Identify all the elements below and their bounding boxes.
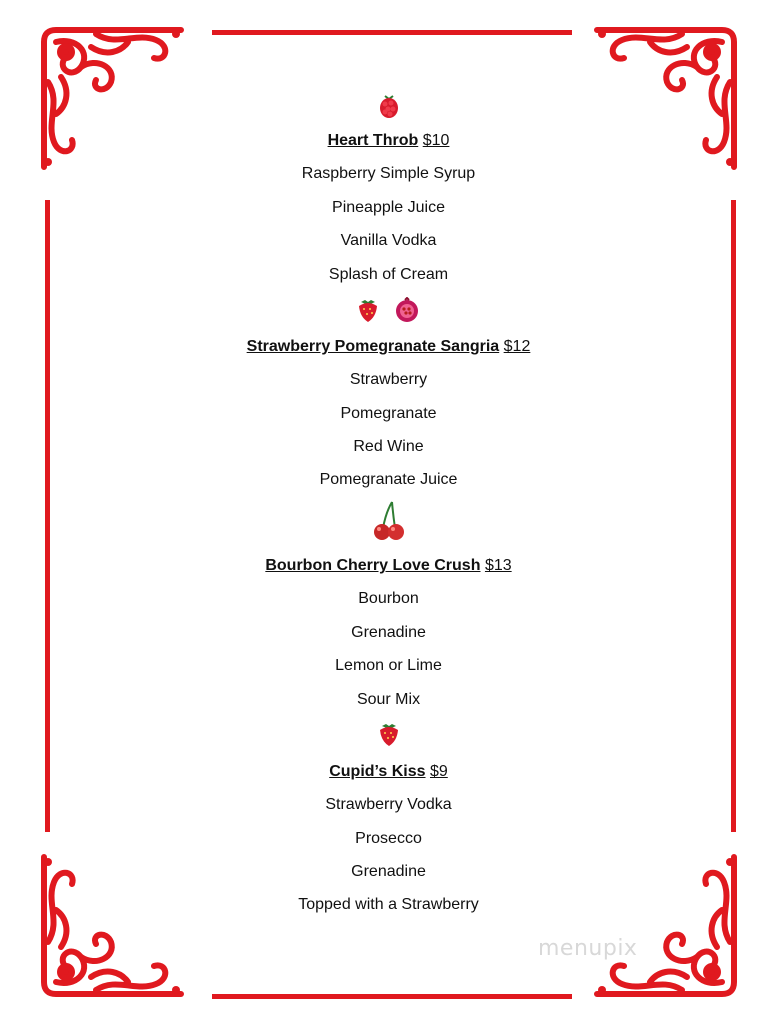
ingredient: Prosecco <box>355 830 422 847</box>
ingredient: Pomegranate <box>340 405 437 422</box>
drink-title <box>0 131 771 151</box>
item-icon-row <box>0 297 771 323</box>
strawberry-icon <box>356 297 380 323</box>
cherries-icon <box>372 500 406 542</box>
ingredient: Strawberry <box>349 371 428 388</box>
frame-top-border <box>212 30 572 35</box>
ingredient: Sour Mix <box>356 691 421 708</box>
ingredient: Strawberry Vodka <box>325 796 452 813</box>
drink-title <box>0 762 771 782</box>
drink-price: $9 <box>429 763 448 780</box>
frame-bottom-border <box>212 994 572 999</box>
ingredient: Pomegranate Juice <box>319 471 458 488</box>
drink-name: Cupid’s Kiss <box>329 763 426 780</box>
ingredient: Splash of Cream <box>328 266 449 283</box>
ingredient: Raspberry Simple Syrup <box>301 165 476 182</box>
drink-title <box>0 556 771 576</box>
ingredient: Pineapple Juice <box>332 199 445 216</box>
drink-name: Strawberry Pomegranate Sangria <box>246 338 500 355</box>
drink-price: $10 <box>422 132 450 149</box>
drink-name: Heart Throb <box>327 132 419 149</box>
strawberry-icon <box>377 721 401 747</box>
ingredient: Topped with a Strawberry <box>298 896 479 913</box>
drink-price: $13 <box>484 557 512 574</box>
ingredient: Lemon or Lime <box>335 657 442 674</box>
ingredient: Vanilla Vodka <box>340 232 437 249</box>
ingredient: Bourbon <box>358 590 419 607</box>
drink-name: Bourbon Cherry Love Crush <box>265 557 481 574</box>
item-icon-row <box>0 500 771 542</box>
item-icon-row <box>0 93 771 119</box>
ingredient: Grenadine <box>351 863 426 880</box>
ingredient: Grenadine <box>351 624 426 641</box>
ingredient: Red Wine <box>353 438 424 455</box>
pomegranate-icon <box>393 297 421 323</box>
watermark: menupix <box>538 936 638 961</box>
raspberry-icon <box>377 93 401 119</box>
drink-price: $12 <box>503 338 531 355</box>
item-icon-row <box>0 721 771 747</box>
drink-title <box>0 337 771 357</box>
